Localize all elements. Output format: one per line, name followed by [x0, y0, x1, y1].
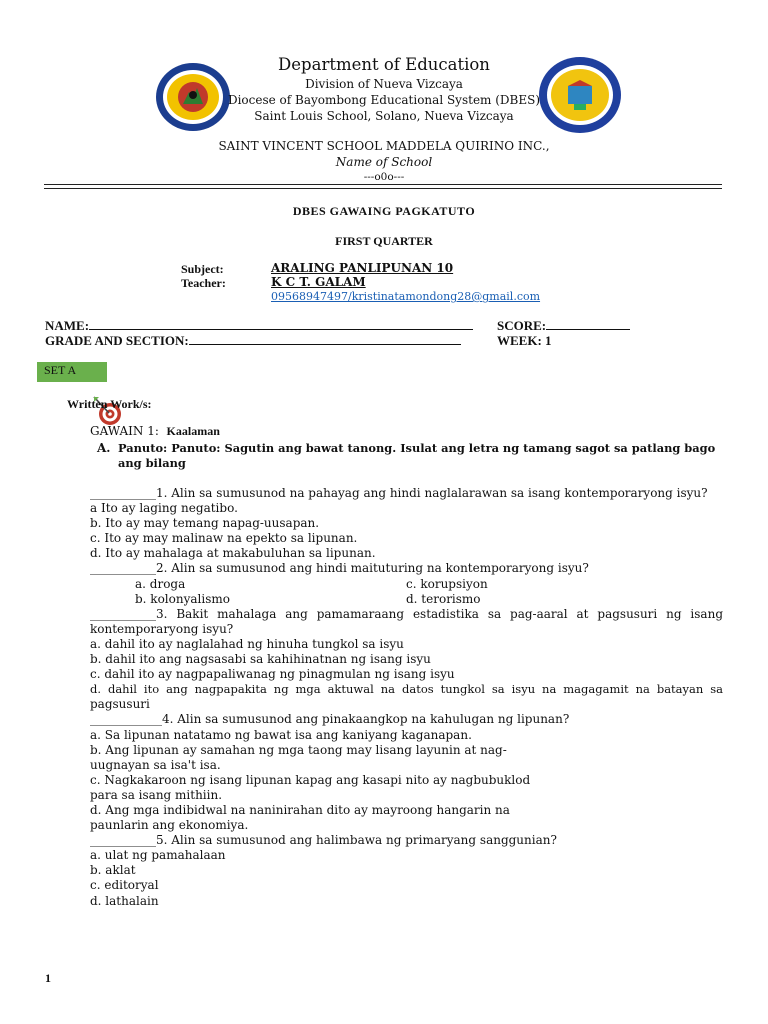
choice-c: c. dahil ito ay nagpapaliwanag ng pinagmulan ng isang isyu — [90, 667, 455, 682]
choice-c: c. editoryal — [90, 878, 159, 893]
choice-d: d. dahil ito ang nagpapakita ng mga aktuwal na datos tungkol sa isyu na magagamit na batayan sa — [90, 682, 723, 697]
teacher-label: Teacher: — [181, 276, 226, 290]
score-blank[interactable] — [546, 318, 630, 330]
choice-a: a. dahil ito ay naglalahad ng hinuha tungkol sa isyu — [90, 636, 404, 651]
page-number: 1 — [45, 971, 51, 985]
question-2 — [90, 561, 723, 576]
department-title: Department of Education — [278, 55, 490, 74]
instruction-line-1: Panuto: Panuto: Sagutin ang bawat tanong. Isulat ang letra ng tamang sagot sa patlang bago — [118, 441, 716, 455]
choice-b-continued: uugnayan sa isa't isa. — [90, 757, 221, 772]
header-divider-text: ---o0o--- — [363, 171, 405, 183]
answer-blank[interactable]: ___________ — [90, 606, 156, 621]
instruction-line-2: ang bilang — [118, 456, 186, 470]
quarter-title: FIRST QUARTER — [335, 234, 433, 248]
question-text: 3. Bakit mahalaga ang pamamaraang estadistika sa pag-aaral at pagsusuri ng isang — [156, 606, 723, 621]
grade-section-blank[interactable] — [189, 333, 461, 345]
choice-c: c. korupsiyon — [406, 576, 488, 591]
school-name-caption: Name of School — [335, 155, 433, 169]
answer-blank[interactable]: ___________ — [90, 561, 156, 576]
subject-value: ARALING PANLIPUNAN 10 — [271, 261, 454, 275]
grade-section-field — [45, 333, 461, 349]
grade-section-label: GRADE AND SECTION: — [45, 333, 189, 348]
gawain-label: GAWAIN 1: — [90, 424, 159, 438]
choice-d: d. Ang mga indibidwal na naninirahan dito ay mayroong hangarin na — [90, 802, 510, 817]
choice-c-continued: para sa isang mithiin. — [90, 787, 223, 802]
question-5 — [90, 833, 723, 848]
answer-blank[interactable]: ___________ — [90, 486, 156, 500]
choice-b: b. dahil ito ang nagsasabi sa kahihinatnan ng isang isyu — [90, 652, 431, 667]
choice-row — [90, 577, 723, 592]
week-label: WEEK: 1 — [497, 333, 552, 348]
choice-a: a. ulat ng pamahalaan — [90, 848, 226, 863]
choice-c: c. Ito ay may malinaw na epekto sa lipunan. — [90, 531, 358, 546]
instruction-letter: A. — [97, 441, 111, 455]
choice-d: d. Ito ay mahalaga at makabuluhan sa lipunan. — [90, 546, 376, 561]
gawain-heading — [90, 424, 220, 439]
written-work-label: Written Work/s: — [67, 397, 152, 411]
teacher-value: K C T. GALAM — [271, 275, 366, 289]
question-text: 1. Alin sa sumusunod na pahayag ang hindi naglalarawan sa isang kontemporaryong isyu? — [156, 486, 708, 500]
gawain-title: Kaalaman — [166, 424, 220, 438]
question-text: 5. Alin sa sumusunod ang halimbawa ng primaryang sanggunian? — [156, 833, 557, 848]
choice-d: d. lathalain — [90, 893, 159, 908]
header-rule-top — [44, 184, 722, 185]
school-address-line: Saint Louis School, Solano, Nueva Vizcaya — [254, 109, 514, 123]
answer-blank[interactable]: ___________ — [90, 833, 156, 848]
choice-a: a Ito ay laging negatibo. — [90, 501, 238, 516]
choice-b: b. Ang lipunan ay samahan ng mga taong may lisang layunin at nag- — [90, 742, 507, 757]
teacher-contact-link[interactable]: 09568947497/kristinatamondong28@gmail.com — [271, 290, 541, 303]
division-line: Division of Nueva Vizcaya — [305, 77, 463, 91]
choice-d-continued: paunlarin ang ekonomiya. — [90, 818, 249, 833]
answer-blank[interactable]: ____________ — [90, 712, 162, 727]
question-3 — [90, 607, 723, 622]
school-name: SAINT VINCENT SCHOOL MADDELA QUIRINO INC., — [218, 139, 550, 153]
choice-a: a. Sa lipunan natatamo ng bawat isa ang kaniyang kaganapan. — [90, 727, 472, 742]
name-blank[interactable] — [89, 318, 473, 330]
choice-d: d. terorismo — [406, 591, 481, 606]
question-text-continued: kontemporaryong isyu? — [90, 621, 234, 636]
choice-c: c. Nagkakaroon ng isang lipunan kapag ang kasapi nito ay nagbubuklod — [90, 772, 531, 787]
choice-d-continued: pagsusuri — [90, 697, 150, 712]
subject-label: Subject: — [181, 262, 224, 276]
score-label: SCORE: — [497, 318, 547, 333]
score-field — [497, 318, 630, 334]
choice-a: a. droga — [135, 576, 186, 591]
set-badge: SET A — [37, 362, 107, 382]
question-4 — [90, 712, 723, 727]
questions-list — [90, 486, 723, 909]
choice-b: b. Ito ay may temang napag-uusapan. — [90, 516, 320, 531]
question-1 — [90, 486, 723, 501]
question-text: 4. Alin sa sumusunod ang pinakaangkop na kahulugan ng lipunan? — [162, 712, 570, 727]
choice-b: b. kolonyalismo — [135, 591, 230, 606]
name-field — [45, 318, 473, 334]
name-label: NAME: — [45, 318, 90, 333]
choice-row — [90, 592, 723, 607]
diocese-line: Diocese of Bayombong Educational System (DBES) — [227, 93, 541, 107]
choice-b: b. aklat — [90, 863, 136, 878]
question-text: 2. Alin sa sumusunod ang hindi maituturing na kontemporaryong isyu? — [156, 561, 589, 576]
worksheet-title: DBES GAWAING PAGKATUTO — [292, 204, 476, 218]
header-rule-bottom — [44, 188, 722, 189]
